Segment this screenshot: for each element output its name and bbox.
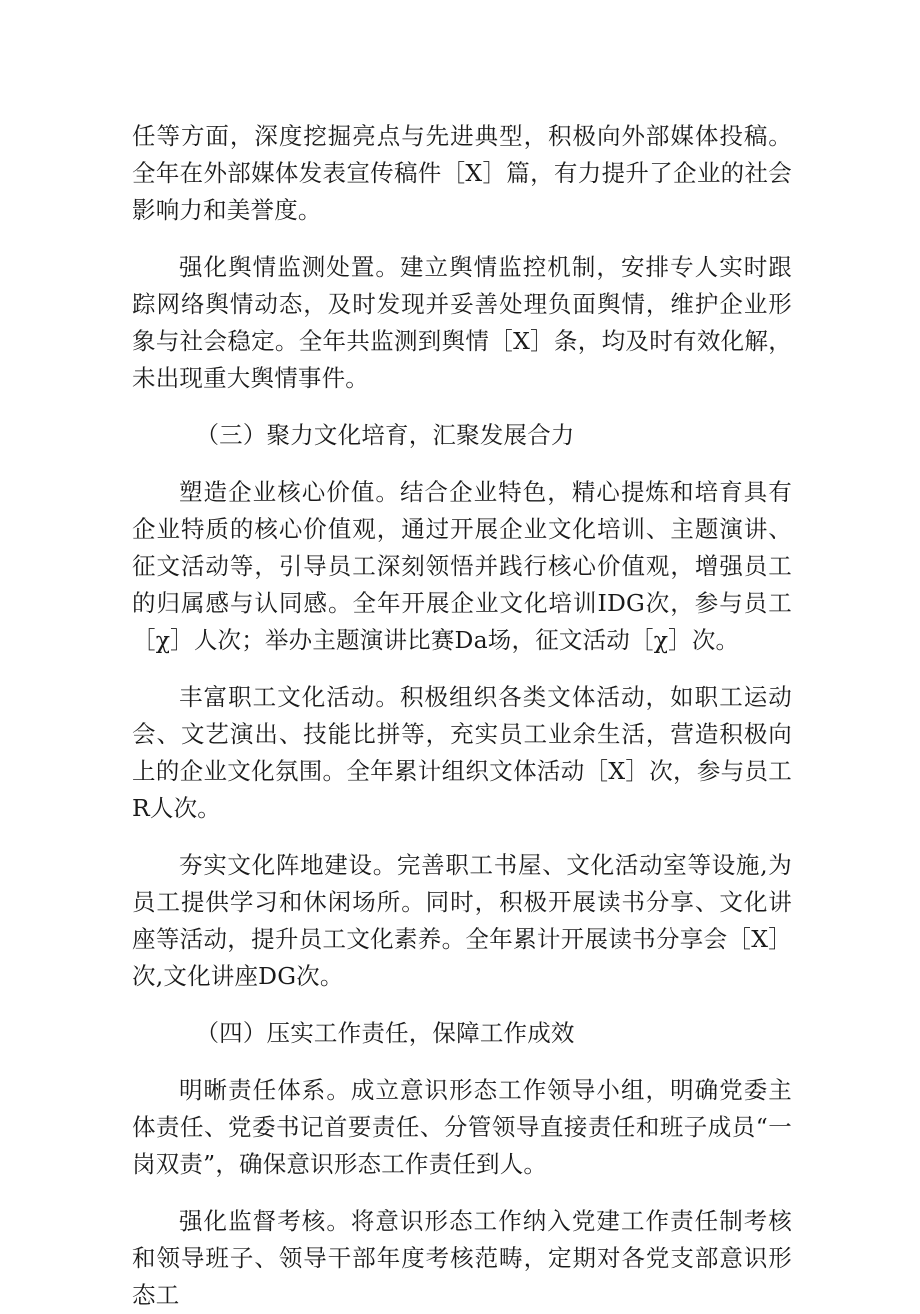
paragraph-staff-activities: 丰富职工文化活动。积极组织各类文体活动，如职工运动会、文艺演出、技能比拼等，充实员工业余生活，营造积极向上的企业文化氛围。全年累计组织文体活动［X］次，参与员工R人次。 (132, 683, 792, 822)
section-heading-culture: （三）聚力文化培育，汇聚发展合力 (195, 421, 575, 449)
paragraph-supervision: 强化监督考核。将意识形态工作纳入党建工作责任制考核和领导班子、领导干部年度考核范畴，定期对各党支部意识形态工 (132, 1207, 792, 1309)
section-heading-responsibility: （四）压实工作责任，保障工作成效 (195, 1019, 575, 1047)
paragraph-culture-facilities: 夯实文化阵地建设。完善职工书屋、文化活动室等设施,为员工提供学习和休闲场所。同时，积极开展读书分享、文化讲座等活动，提升员工文化素养。全年累计开展读书分享会［X］次,文化讲座DG次。 (132, 851, 792, 990)
paragraph-responsibility-system: 明晰责任体系。成立意识形态工作领导小组，明确党委主体责任、党委书记首要责任、分管领导直接责任和班子成员“一岗双责”，确保意识形态工作责任到人。 (132, 1076, 792, 1178)
paragraph-media-publicity: 任等方面，深度挖掘亮点与先进典型，积极向外部媒体投稿。全年在外部媒体发表宣传稿件［X］篇，有力提升了企业的社会影响力和美誉度。 (132, 122, 792, 224)
paragraph-core-values: 塑造企业核心价值。结合企业特色，精心提炼和培育具有企业特质的核心价值观，通过开展企业文化培训、主题演讲、征文活动等，引导员工深刻领悟并践行核心价值观，增强员工的归属感与认同感。全年开展企业文化培训IDG次，参与员工［χ］人次；举办主题演讲比赛Da场，征文活动［χ］次。 (132, 478, 792, 654)
document-body (132, 118, 792, 1314)
paragraph-public-opinion: 强化舆情监测处置。建立舆情监控机制，安排专人实时跟踪网络舆情动态，及时发现并妥善处理负面舆情，维护企业形象与社会稳定。全年共监测到舆情［X］条，均及时有效化解，未出现重大舆情事件。 (132, 253, 792, 392)
